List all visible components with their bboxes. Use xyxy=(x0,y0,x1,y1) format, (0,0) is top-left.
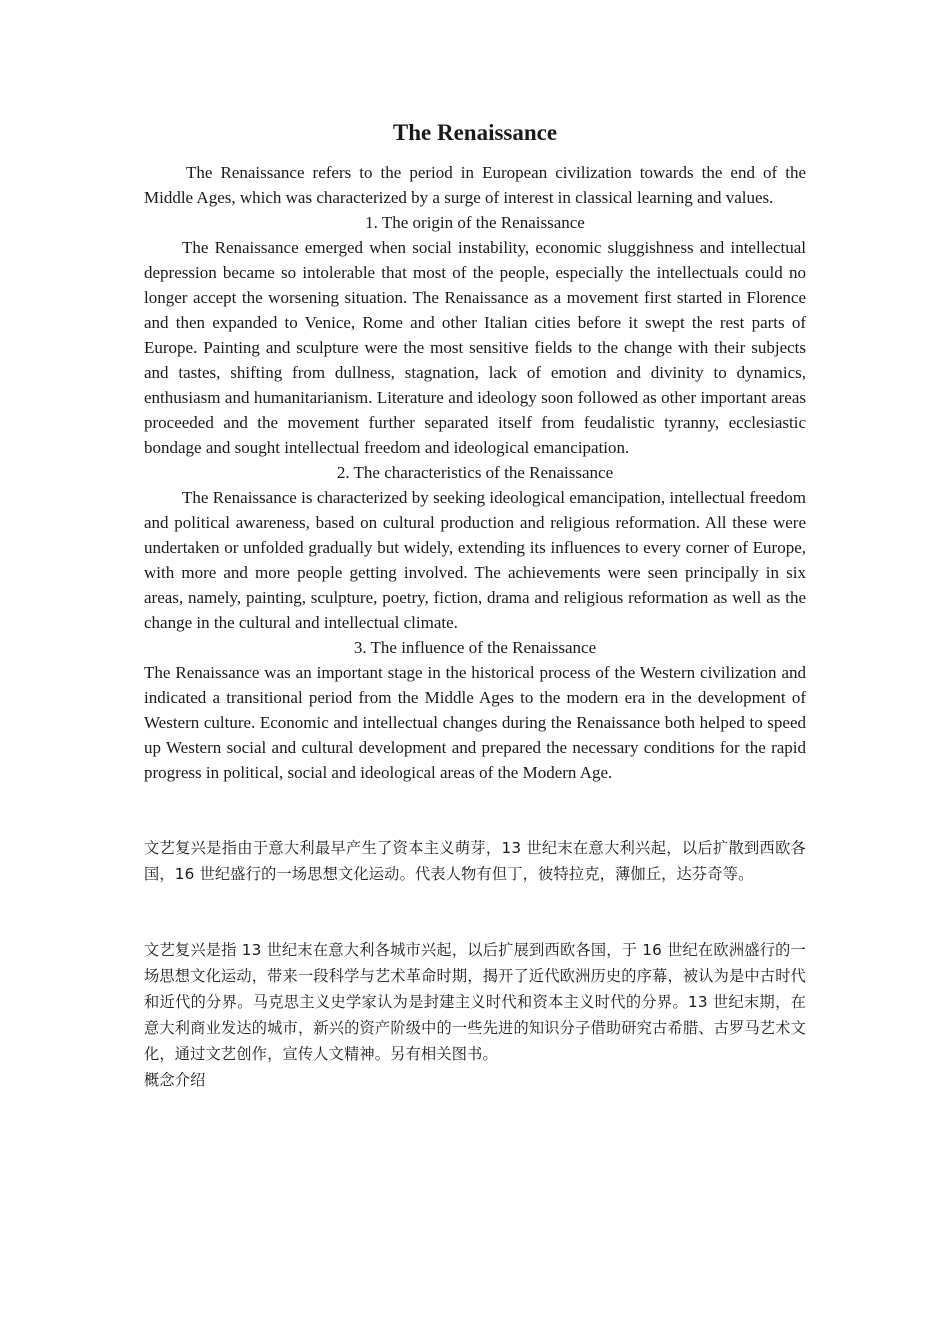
chinese-paragraph-1: 文艺复兴是指由于意大利最早产生了资本主义萌芽，13 世纪末在意大利兴起，以后扩散到西欧各国，16 世纪盛行的一场思想文化运动。代表人物有但丁，彼特拉克，薄伽丘，达芬奇等。 xyxy=(144,839,806,883)
chinese-footer-text: 概念介绍 xyxy=(144,1071,206,1089)
chinese-paragraph-2: 文艺复兴是指 13 世纪末在意大利各城市兴起，以后扩展到西欧各国，于 16 世纪在欧洲盛行的一场思想文化运动，带来一段科学与艺术革命时期，揭开了近代欧洲历史的序幕，被认为是中古时代和近代的分界。马克思主义史学家认为是封建主义时代和资本主义时代的分界。13 世纪末期，在意大利商业发达的城市，新兴的资产阶级中的一些先进的知识分子借助研究古希腊、古罗马艺术文化，通过文艺创作，宣传人文精神。另有相关图书。 xyxy=(144,941,806,1063)
section-body-origin: The Renaissance emerged when social instability, economic sluggishness and intellectual depression became so intolerable that most of the people, especially the intellectuals could no longer accept the worsening situation. The Renaissance as a movement first started in Florence and then expanded to Venice, Rome and other Italian cities before it swept the rest parts of Europe. Painting and sculpture were the most sensitive fields to the change with their subjects and tastes, shifting from dullness, stagnation, lack of emotion and divinity to dynamics, enthusiasm and humanitarianism. Literature and ideology soon followed as other important areas proceeded and the movement further separated itself from feudalistic tyranny, ecclesiastic bondage and sought intellectual freedom and ideological emancipation. xyxy=(144,238,806,457)
english-text xyxy=(144,160,806,785)
section-heading-characteristics: 2. The characteristics of the Renaissance xyxy=(336,463,614,482)
section-heading-origin: 1. The origin of the Renaissance xyxy=(365,213,585,232)
section-body-influence: The Renaissance was an important stage in the historical process of the Western civilization and indicated a transitional period from the Middle Ages to the modern era in the development of Western culture. Economic and intellectual changes during the Renaissance both helped to speed up Western social and cultural development and prepared the necessary conditions for the rapid progress in political, social and ideological areas of the Modern Age. xyxy=(144,663,806,782)
section-heading-influence: 3. The influence of the Renaissance xyxy=(353,638,597,657)
section-body-characteristics: The Renaissance is characterized by seeking ideological emancipation, intellectual freedom and political awareness, based on cultural production and religious reformation. All these were undertaken or unfolded gradually but widely, extending its influences to every corner of Europe, with more and more people getting involved. The achievements were seen principally in six areas, namely, painting, sculpture, poetry, fiction, drama and religious reformation as well as the change in the cultural and intellectual climate. xyxy=(144,488,806,632)
page-title: The Renaissance xyxy=(392,120,558,145)
intro-paragraph: The Renaissance refers to the period in European civilization towards the end of the Middle Ages, which was characterized by a surge of interest in classical learning and values. xyxy=(144,163,806,207)
document-content xyxy=(144,118,806,1093)
